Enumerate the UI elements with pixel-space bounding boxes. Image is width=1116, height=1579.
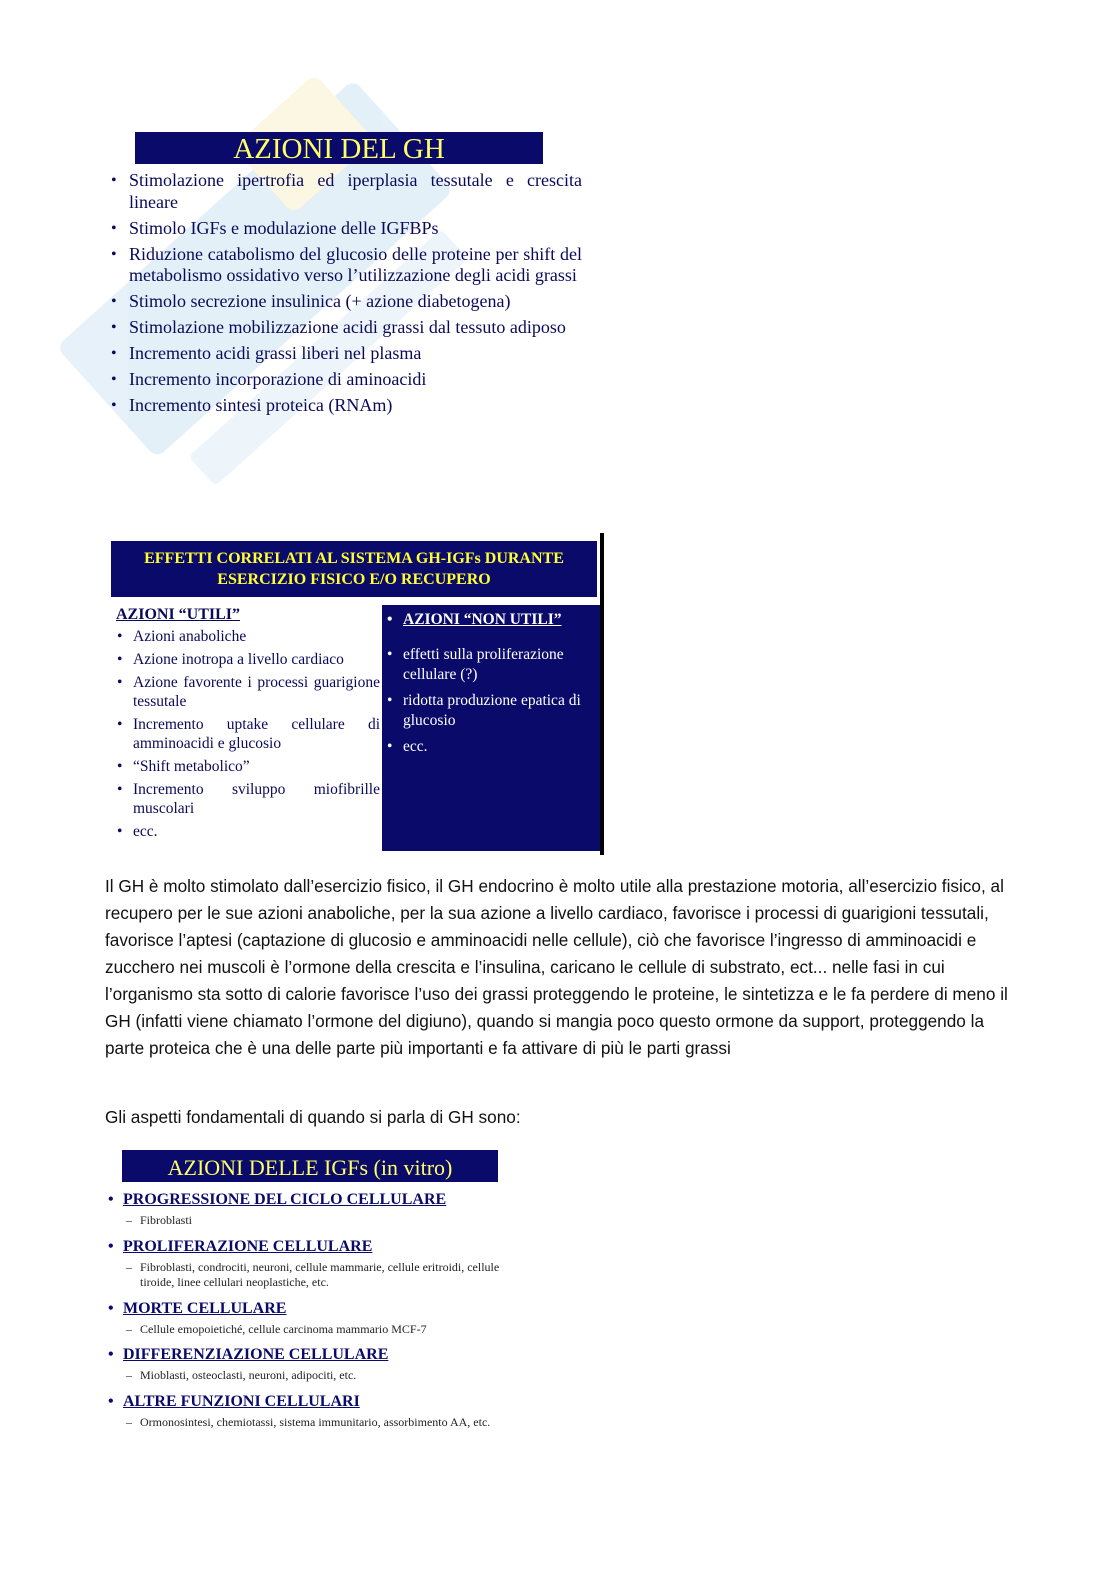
- list-item: [105, 1237, 525, 1291]
- list-item: • Stimolazione ipertrofia ed iperplasia tessutale e crescita lineare: [105, 170, 582, 213]
- section-heading: • DIFFERENZIAZIONE CELLULARE: [105, 1345, 525, 1364]
- list-item: • Stimolo secrezione insulinica (+ azione diabetogena): [105, 291, 582, 313]
- list-item: [105, 1190, 525, 1229]
- section-heading: • PROLIFERAZIONE CELLULARE: [105, 1237, 525, 1256]
- section-detail: – Fibroblasti: [105, 1213, 525, 1229]
- section-heading: • MORTE CELLULARE: [105, 1299, 525, 1318]
- list-item: • Incremento uptake cellulare di amminoacidi e glucosio: [116, 715, 380, 753]
- section-detail: – Cellule emopoietiché, cellule carcinoma mammario MCF-7: [105, 1322, 525, 1338]
- section-heading: • ALTRE FUNZIONI CELLULARI: [105, 1392, 525, 1411]
- list-item: • ecc.: [116, 822, 380, 841]
- azioni-non-utili-column: [382, 605, 600, 851]
- section-detail: – Mioblasti, osteoclasti, neuroni, adipociti, etc.: [105, 1368, 525, 1384]
- slide2-header-line1: EFFETTI CORRELATI AL SISTEMA GH-IGFs DURANTE: [144, 550, 564, 567]
- slide2-border: [600, 533, 604, 855]
- slide1-title: AZIONI DEL GH: [135, 132, 543, 164]
- list-item: • Stimolazione mobilizzazione acidi grassi dal tessuto adiposo: [105, 317, 582, 339]
- azioni-utili-title: AZIONI “UTILI”: [116, 606, 241, 623]
- list-item: • ecc.: [382, 737, 600, 758]
- body-paragraph: Il GH è molto stimolato dall’esercizio fisico, il GH endocrino è molto utile alla prestazione motoria, all’esercizio fisico, al recupero per le sue azioni anaboliche, per la sua azione a livello cardiaco, favorisce i processi di guarigioni tessutali, favorisce l’aptesi (captazione di glucosio e amminoacidi nelle cellule), ciò che favorisce l’ingresso di amminoacidi e zucchero nei muscoli è l’ormone della crescita e l’insulina, caricano le cellule di substrato, ect... nelle fasi in cui l’organismo sta sotto di calorie favorisce l’uso dei grassi proteggendo le proteine, le sintetizza e le fa perdere di meno il GH (infatti viene chiamato l’ormone del digiuno), quando si mangia poco questo ormone da support, proteggendo la parte proteica che è una delle parte più importanti e fa attivare di più le parti grassi: [105, 876, 1008, 1058]
- slide-effetti-gh-igfs: [108, 533, 605, 853]
- slide2-header: [111, 541, 597, 597]
- slide-azioni-igfs: [105, 1150, 525, 1430]
- list-item: • “Shift metabolico”: [116, 757, 380, 776]
- body-paragraph-intro: Gli aspetti fondamentali di quando si parla di GH sono:: [105, 1107, 521, 1127]
- azioni-non-utili-title: • AZIONI “NON UTILI”: [382, 610, 600, 631]
- list-item: • ridotta produzione epatica di glucosio: [382, 691, 600, 732]
- slide1-list: [105, 170, 590, 417]
- list-item: • Stimolo IGFs e modulazione delle IGFBPs: [105, 218, 582, 240]
- list-item: • Incremento acidi grassi liberi nel plasma: [105, 343, 582, 365]
- list-item: [105, 1345, 525, 1384]
- section-detail: – Fibroblasti, condrociti, neuroni, cellule mammarie, cellule eritroidi, cellule tiroide, linee cellulari neoplastiche, etc.: [105, 1260, 525, 1291]
- list-item: • effetti sulla proliferazione cellulare (?): [382, 645, 600, 686]
- azioni-non-utili-list: [382, 610, 600, 757]
- list-item: • Azione favorente i processi guarigione tessutale: [116, 673, 380, 711]
- list-item: • Incremento sintesi proteica (RNAm): [105, 395, 582, 417]
- list-item: • Incremento sviluppo miofibrille muscolari: [116, 780, 380, 818]
- list-item: [105, 1299, 525, 1338]
- section-detail: – Ormonosintesi, chemiotassi, sistema immunitario, assorbimento AA, etc.: [105, 1415, 525, 1431]
- list-item: • Incremento incorporazione di aminoacidi: [105, 369, 582, 391]
- azioni-utili-list: [116, 627, 380, 841]
- list-item: • Azione inotropa a livello cardiaco: [116, 650, 380, 669]
- azioni-utili-column: [116, 606, 380, 845]
- slide2-header-line2: ESERCIZIO FISICO E/O RECUPERO: [217, 571, 491, 588]
- list-item: • Riduzione catabolismo del glucosio delle proteine per shift del metabolismo ossidativo verso l’utilizzazione degli acidi grassi: [105, 244, 582, 287]
- slide3-title: AZIONI DELLE IGFs (in vitro): [122, 1150, 498, 1182]
- section-heading: • PROGRESSIONE DEL CICLO CELLULARE: [105, 1190, 525, 1209]
- list-item: [105, 1392, 525, 1431]
- list-item: • Azioni anaboliche: [116, 627, 380, 646]
- slide-azioni-gh: [105, 132, 590, 421]
